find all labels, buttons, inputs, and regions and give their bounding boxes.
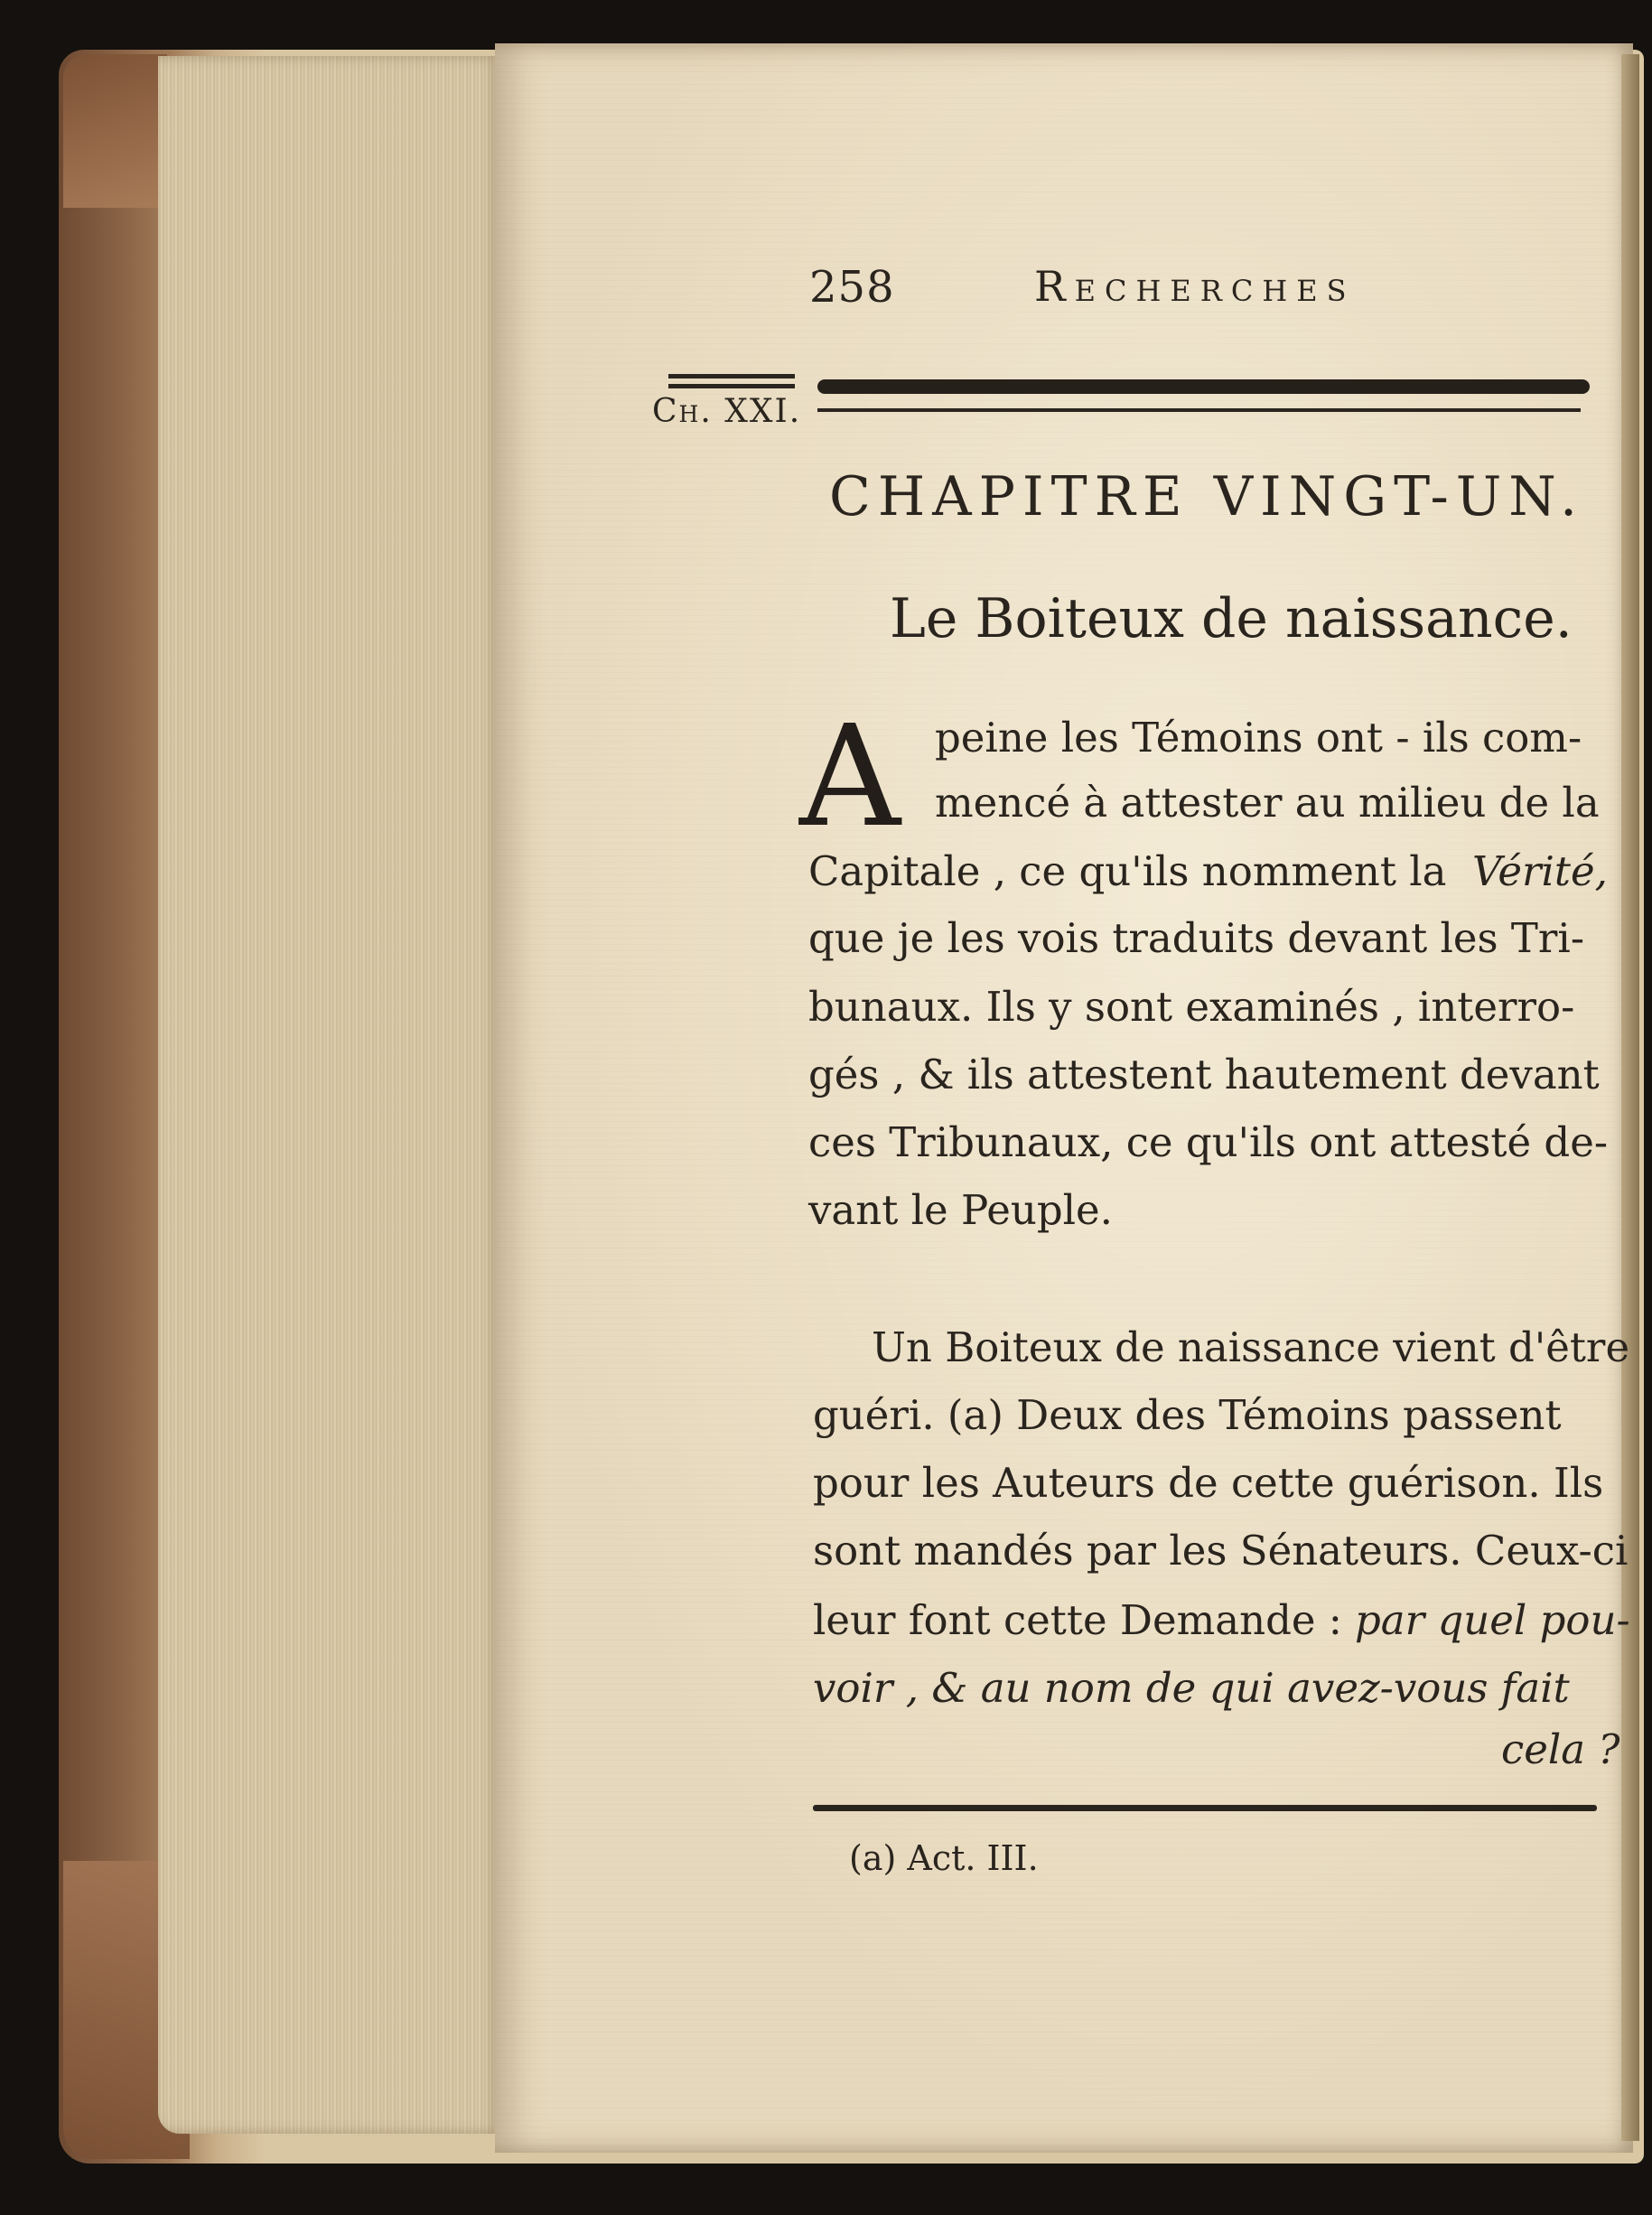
text-line-italic: Vérité, [1472,847,1608,895]
chapter-heading: CHAPITRE VINGT-UN. [829,465,1585,528]
text-line: pour les Auteurs de cette guérison. Ils [813,1459,1604,1507]
page-number: 258 [809,262,895,313]
text-line: guéri. (a) Deux des Témoins passent [813,1391,1562,1439]
margin-rule [668,384,795,388]
text-line: bunaux. Ils y sont examinés , interro- [808,983,1575,1031]
text-line-italic: voir , & au nom de qui avez-vous fait [813,1664,1570,1712]
footnote-rule [813,1805,1597,1811]
text-line: gés , & ils attestent hautement devant [808,1051,1600,1098]
text-line-italic: par quel pou- [1355,1596,1630,1644]
drop-cap: A [799,695,901,858]
text-line: leur font cette Demande : [813,1596,1342,1644]
text-line: peine les Témoins ont - ils com- [935,714,1582,762]
chapter-marker: Ch. XXI. [652,393,802,430]
footnote: (a) Act. III. [849,1838,1039,1878]
page-edges [158,56,501,2134]
text-line: sont mandés par les Sénateurs. Ceux-ci [813,1527,1629,1575]
running-title: Recherches [1034,262,1356,311]
header-rule [817,379,1590,394]
text-line: mencé à attester au milieu de la [935,779,1600,827]
text-line-italic: cela ? [1501,1725,1620,1773]
text-line: Un Boiteux de naissance vient d'être [872,1323,1630,1371]
text-line: que je les vois traduits devant les Tri- [808,914,1585,962]
text-line: ces Tribunaux, ce qu'ils ont attesté de- [808,1118,1609,1166]
text-line: Capitale , ce qu'ils nomment la [808,847,1447,895]
page-gutter-shadow [1621,54,1639,2141]
text-line: vant le Peuple. [808,1186,1113,1234]
leather-corner-top [63,54,167,208]
margin-rule [668,374,795,379]
chapter-title: Le Boiteux de naissance. [890,587,1573,650]
header-rule-thin [817,408,1581,412]
